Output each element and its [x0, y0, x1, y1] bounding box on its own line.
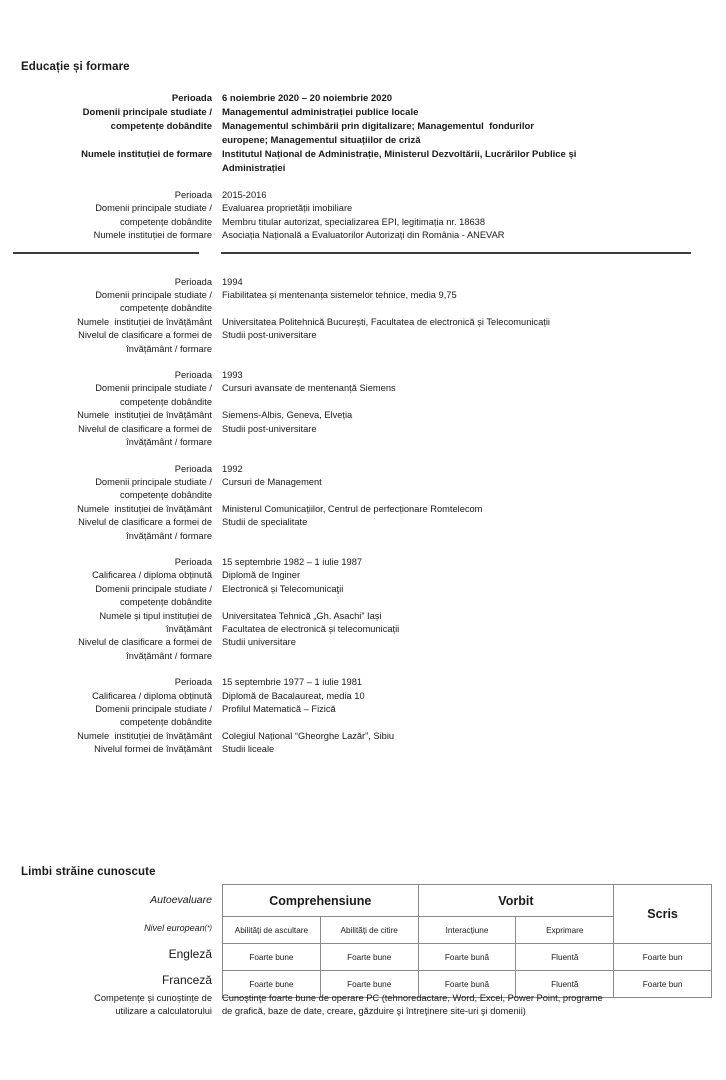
- education-row-value: [212, 516, 726, 529]
- education-row-value: [212, 276, 726, 289]
- label-line: Numele și tipul instituției de: [99, 610, 212, 621]
- label-line: învățământ / formare: [126, 437, 212, 448]
- label-line: Nivelul de clasificare a formei de: [78, 517, 212, 528]
- education-row-label: [0, 106, 212, 134]
- value-line: Studii liceale: [222, 744, 275, 755]
- european-level-label: [0, 915, 212, 941]
- label-line: Numele instituției de învățământ: [77, 410, 212, 421]
- education-row-label: [0, 730, 212, 743]
- table-group-header: Scris: [614, 885, 712, 944]
- education-row-label: [0, 569, 212, 582]
- education-row: [0, 329, 726, 356]
- education-row-value: [212, 636, 726, 649]
- divider-rule-left: [13, 252, 199, 254]
- label-line: Numele instituției de formare: [81, 149, 212, 160]
- education-row: [0, 556, 726, 569]
- education-row-value: [212, 476, 726, 489]
- education-row-value: [212, 423, 726, 436]
- table-header-row-groups: [223, 885, 712, 917]
- education-entry: [0, 676, 726, 756]
- value-line: Cursuri de Management: [222, 476, 322, 487]
- label-line: Perioada: [171, 93, 212, 104]
- education-row-label: [0, 423, 212, 450]
- table-cell: Foarte bună: [418, 944, 516, 971]
- table-cell: Foarte bune: [320, 971, 418, 998]
- education-row: [0, 92, 726, 106]
- value-line: Diplomă de Inginer: [222, 570, 301, 581]
- label-line: competențe dobândite: [119, 303, 212, 314]
- education-row-value: [212, 329, 726, 342]
- table-row: [223, 944, 712, 971]
- education-row: [0, 106, 726, 148]
- education-row-label: [0, 369, 212, 382]
- table-group-header: Vorbit: [418, 885, 614, 917]
- value-line: Cursuri avansate de mentenanță Siemens: [222, 383, 396, 394]
- education-row-label: [0, 329, 212, 356]
- table-sub-header: Interacțiune: [418, 917, 516, 944]
- education-row-label: [0, 316, 212, 329]
- spacer: [0, 176, 726, 189]
- education-row-label: [0, 92, 212, 106]
- education-row: [0, 189, 726, 202]
- label-line: Calificarea / diploma obținută: [92, 690, 212, 701]
- label-line: Numele instituției de învățământ: [77, 730, 212, 741]
- computer-skills-value: [212, 992, 726, 1019]
- education-row-value: [212, 690, 726, 703]
- spacer: [0, 543, 726, 556]
- table-cell: Fluentă: [516, 971, 614, 998]
- section-heading-education: Educație și formare: [21, 61, 130, 73]
- education-row-label: [0, 148, 212, 162]
- label-line: învățământ / formare: [126, 343, 212, 354]
- value-line: Electronică și Telecomunicaţii: [222, 583, 344, 594]
- label-line: Numele instituției de formare: [93, 230, 212, 241]
- education-row-label: [0, 463, 212, 476]
- table-cell: Foarte bune: [320, 944, 418, 971]
- value-line: Asociația Națională a Evaluatorilor Autorizați din România - ANEVAR: [222, 230, 505, 241]
- education-row: [0, 409, 726, 422]
- value-line: Studii post-universitare: [222, 330, 317, 341]
- value-line: 2015-2016: [222, 190, 267, 200]
- education-row: [0, 202, 726, 229]
- label-line: învățământ / formare: [126, 650, 212, 661]
- label-line: Nivelul de clasificare a formei de: [78, 330, 212, 341]
- label-line: Nivelul formei de învățământ: [94, 744, 212, 755]
- value-line: Siemens-Albis, Geneva, Elveția: [222, 410, 353, 421]
- education-row: [0, 423, 726, 450]
- table-cell: Foarte bun: [614, 971, 712, 998]
- education-row-label: [0, 743, 212, 756]
- education-row-value: [212, 730, 726, 743]
- education-row-value: [212, 369, 726, 382]
- education-entry: [0, 189, 726, 243]
- label-line: Perioada: [174, 556, 212, 567]
- education-row-value: [212, 92, 726, 106]
- label-line: Numele instituției de învățământ: [77, 316, 212, 327]
- education-row: [0, 676, 726, 689]
- education-row-label: [0, 690, 212, 703]
- value-line: Evaluarea proprietății imobiliare: [222, 203, 353, 214]
- label-line: Calificarea / diploma obținută: [92, 570, 212, 581]
- label-line: Competențe și cunoștințe de: [94, 993, 212, 1003]
- education-entry: [0, 463, 726, 543]
- value-line: Studii de specialitate: [222, 517, 308, 528]
- language-name-row-1: Franceză: [161, 973, 212, 987]
- education-row-value: [212, 703, 726, 716]
- education-row-label: [0, 382, 212, 409]
- education-row-label: [0, 610, 212, 637]
- education-row-value: [212, 148, 726, 176]
- education-row: [0, 569, 726, 582]
- education-row-value: [212, 189, 726, 202]
- languages-block: [0, 884, 726, 998]
- languages-left-labels: [0, 884, 212, 993]
- value-line: Colegiul Național “Gheorghe Lazăr”, Sibiu: [222, 730, 395, 741]
- computer-skills-row: [0, 992, 726, 1019]
- education-row-label: [0, 289, 212, 316]
- value-line: Profilul Matematică – Fizică: [222, 704, 336, 714]
- education-row-label: [0, 503, 212, 516]
- value-line: 6 noiembrie 2020 – 20 noiembrie 2020: [222, 93, 393, 104]
- education-row-label: [0, 583, 212, 610]
- education-row: [0, 703, 726, 730]
- table-sub-header: Abilități de citire: [320, 917, 418, 944]
- education-row-value: [212, 106, 726, 148]
- education-row: [0, 610, 726, 637]
- education-row: [0, 369, 726, 382]
- education-row: [0, 516, 726, 543]
- value-line: de grafică, baze de date, creare, găzduire şi întreţinere site-uri şi domenii): [222, 1006, 526, 1017]
- label-line: Domenii principale studiate /: [95, 583, 212, 594]
- education-row-value: [212, 316, 726, 329]
- value-line: Institutul Național de Administrație, Ministerul Dezvoltării, Lucrărilor Publice și: [222, 149, 577, 160]
- spacer: [0, 663, 726, 676]
- label-line: competențe dobândite: [119, 597, 212, 608]
- label-line: utilizare a calculatorului: [115, 1006, 212, 1017]
- label-line: Perioada: [174, 463, 212, 474]
- value-line: Membru titular autorizat, specializarea EPI, legitimația nr. 18638: [222, 216, 486, 227]
- label-line: Domenii principale studiate /: [82, 107, 212, 118]
- education-row-label: [0, 229, 212, 242]
- table-cell: Foarte bune: [223, 944, 321, 971]
- table-cell: Foarte bune: [223, 971, 321, 998]
- value-line: Facultatea de electronică și telecomunicații: [222, 623, 400, 634]
- education-row-value: [212, 556, 726, 569]
- education-row: [0, 289, 726, 316]
- education-row-value: [212, 289, 726, 302]
- self-assessment-label: Autoevaluare: [150, 893, 212, 906]
- spacer: [0, 243, 726, 252]
- label-line: Domenii principale studiate /: [95, 476, 212, 487]
- education-entries: [0, 92, 726, 757]
- education-row-value: [212, 382, 726, 395]
- education-row-value: [212, 229, 726, 242]
- education-row-label: [0, 676, 212, 689]
- label-line: învățământ / formare: [126, 530, 212, 541]
- education-row: [0, 316, 726, 329]
- education-row: [0, 148, 726, 176]
- label-line: Perioada: [174, 677, 212, 688]
- education-row-label: [0, 476, 212, 503]
- table-cell: Fluentă: [516, 944, 614, 971]
- language-name-row-0: Engleză: [168, 947, 212, 961]
- value-line: Ministerul Comunicațiilor, Centrul de perfecționare Romtelecom: [222, 503, 483, 514]
- computer-skills-label: [0, 992, 212, 1019]
- label-line: competențe dobândite: [119, 490, 212, 501]
- education-row-label: [0, 703, 212, 730]
- spacer: [0, 450, 726, 463]
- table-group-header: Comprehensiune: [223, 885, 419, 917]
- education-row-label: [0, 516, 212, 543]
- education-row-value: [212, 610, 726, 637]
- education-row-label: [0, 409, 212, 422]
- education-row-label: [0, 556, 212, 569]
- european-level-text: Nivel european: [144, 922, 205, 933]
- education-row-value: [212, 503, 726, 516]
- label-line: Nivelul de clasificare a formei de: [78, 637, 212, 648]
- label-line: competențe dobândite: [110, 121, 212, 132]
- label-line: Domenii principale studiate /: [95, 203, 212, 214]
- value-line: 1992: [222, 463, 243, 474]
- label-line: Domenii principale studiate /: [95, 383, 212, 394]
- label-line: Perioada: [174, 190, 212, 200]
- education-entry: [0, 92, 726, 176]
- divider-rule-right: [221, 252, 691, 254]
- education-row-label: [0, 636, 212, 663]
- value-line: Studii post-universitare: [222, 423, 317, 434]
- value-line: Diplomă de Bacalaureat, media 10: [222, 690, 365, 701]
- value-line: Managementul schimbării prin digitalizare; Managementul fondurilor: [222, 121, 534, 132]
- education-row: [0, 382, 726, 409]
- value-line: Fiabilitatea și mentenanța sistemelor tehnice, media 9,75: [222, 290, 457, 301]
- spacer: [0, 356, 726, 369]
- label-line: Nivelul de clasificare a formei de: [78, 423, 212, 434]
- education-row: [0, 276, 726, 289]
- spacer: [0, 254, 726, 276]
- european-level-marker: (*): [204, 924, 212, 932]
- label-line: Numele instituției de învățământ: [77, 503, 212, 514]
- label-line: Domenii principale studiate /: [95, 704, 212, 714]
- education-row: [0, 503, 726, 516]
- section-heading-languages: Limbi străine cunoscute: [21, 866, 156, 878]
- education-row: [0, 229, 726, 242]
- table-sub-header: Exprimare: [516, 917, 614, 944]
- education-row: [0, 690, 726, 703]
- languages-table: [222, 884, 712, 998]
- value-line: Universitatea Politehnică București, Facultatea de electronică și Telecomunicații: [222, 316, 550, 327]
- value-line: Studii universitare: [222, 637, 296, 648]
- section-divider: [0, 252, 726, 254]
- value-line: Administrației: [222, 163, 286, 174]
- value-line: Managementul administrației publice locale: [222, 107, 419, 118]
- education-row: [0, 743, 726, 756]
- label-line: Domenii principale studiate /: [95, 290, 212, 301]
- value-line: 1994: [222, 276, 243, 287]
- education-row: [0, 463, 726, 476]
- table-cell: Foarte bună: [418, 971, 516, 998]
- value-line: 15 septembrie 1982 – 1 iulie 1987: [222, 556, 363, 567]
- label-line: competențe dobândite: [119, 396, 212, 407]
- education-entry: [0, 276, 726, 356]
- education-row-value: [212, 583, 726, 596]
- education-row-value: [212, 743, 726, 756]
- education-row: [0, 583, 726, 610]
- education-row: [0, 730, 726, 743]
- education-row-label: [0, 202, 212, 229]
- education-row-value: [212, 409, 726, 422]
- value-line: 15 septembrie 1977 – 1 iulie 1981: [222, 677, 363, 688]
- value-line: Cunoştinţe foarte bune de operare PC (tehnoredactare, Word, Excel, Power Point, programe: [222, 993, 603, 1003]
- education-row-label: [0, 189, 212, 202]
- education-row: [0, 476, 726, 503]
- label-line: Perioada: [174, 370, 212, 381]
- value-line: 1993: [222, 370, 243, 381]
- value-line: Universitatea Tehnică „Gh. Asachi” Iași: [222, 610, 382, 621]
- education-entry: [0, 556, 726, 663]
- label-line: Perioada: [174, 276, 212, 287]
- label-line: învățământ: [166, 623, 212, 634]
- table-sub-header: Abilități de ascultare: [223, 917, 321, 944]
- education-row-value: [212, 676, 726, 689]
- education-entry: [0, 369, 726, 449]
- table-cell: Foarte bun: [614, 944, 712, 971]
- label-line: competențe dobândite: [119, 216, 212, 227]
- education-row: [0, 636, 726, 663]
- value-line: europene; Managementul situațiilor de criză: [222, 135, 421, 146]
- education-row-label: [0, 276, 212, 289]
- label-line: competențe dobândite: [119, 717, 212, 728]
- education-row-value: [212, 463, 726, 476]
- education-row-value: [212, 569, 726, 582]
- education-row-value: [212, 202, 726, 229]
